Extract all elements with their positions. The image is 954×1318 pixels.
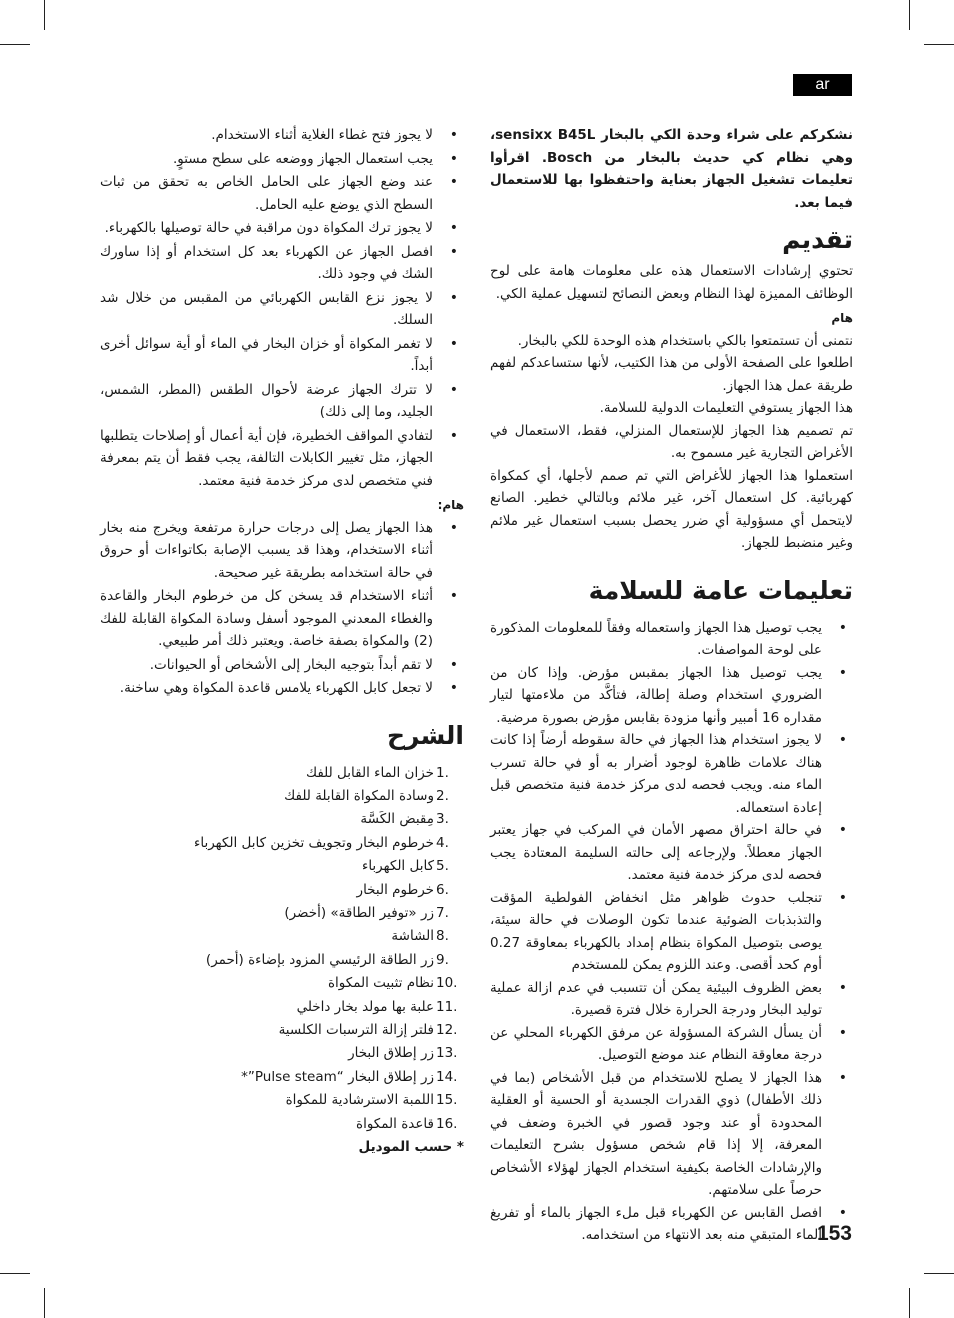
parts-list-item [100,785,464,808]
list-item: • لا يجوز استخدام هذا الجهاز في حالة سقوطه أرضاً إذا كانت هناك علامات ظاهرة لوجود أضرار به أو في حالة تسرب الماء منه. ويجب فحصه لدى مركز خدمة فنية متخصص قبل إعادة استعماله. [490,729,853,819]
list-item: • لا يجوز ترك المكواة دون مراقبة في حالة توصيلها بالكهرباء. [100,217,464,240]
item-label: زر إطلاق البخار [348,1045,434,1062]
left-column [100,124,464,1159]
intro-paragraph-5: استعملوا هذا الجهاز للأغراض التي تم صمم لأجلها، أي كمكواة كهربائية. كل استعمال آخر، غير ملائم وبالتالي خطير. الصانع لايتحمل أي مسؤولية أي ضرر يحصل بسبب استعمال غير ملائم وغير منضبط للجهاز. [490,467,853,551]
item-label: زر الطاقة الرئيسي المزود بإضاءة (أحمر) [205,951,434,968]
crop-mark [0,1273,30,1274]
parts-list-item [100,902,464,925]
important-note-label: هام: [437,498,464,512]
list-item: • يجب توصيل هذا الجهاز بمقبس مؤرض. وإذا كان من الضروري استخدام وصلة إطالة، فتأكَّد من ملاءمتها لتيار مقداره 16 أمبير وأنها مزودة بقابس مؤرض بصورة مرضية. [490,662,853,730]
intro-body: تحتوي إرشادات الاستعمال هذه على معلومات هامة على لوح الوظائف المميزة لهذا النظام وبعض النصائح لتسهيل عملية الكي. [490,263,853,302]
item-number: 14. [436,1068,458,1085]
item-number: 7. [436,904,449,921]
item-label: قاعدة المكواة [356,1115,434,1132]
intro-paragraph: نشكركم على شراء وحدة الكي بالبخار sensixx B45L، وهي نظام كي حديث بالبخار من Bosch. اقرأوا تعليمات تشغيل الجهاز بعناية واحتفظوا بها للاستعمال فيما بعد. [490,127,853,211]
item-number: 8. [436,928,449,945]
list-item: • يجب استعمال الجهاز ووضعه على سطح مستوٍ. [100,148,464,171]
item-number: 4. [436,834,449,851]
parts-list-item [100,808,464,831]
item-label: الشاشة [391,928,434,945]
item-number: 3. [436,811,449,828]
parts-list-item [100,762,464,785]
list-item: • لتفادي المواقف الخطيرة، فإن أية أعمال أو إصلاحات يتطلبها الجهاز، مثل تغيير الكابلات التالفة، يجب فقط أن يتم بمعرفة فني متخصص لدى مركز خدمة فنية معتمد. [100,425,464,493]
intro-paragraph-4: تم تصميم هذا الجهاز للإستعمال المنزلي، فقط، الاستعمال في الأغراض التجارية غير مسموح به. [490,422,853,461]
section-title-parts: الشرح [387,720,464,750]
section-title-safety: تعليمات عامة للسلامة [588,575,853,605]
item-number: 10. [436,975,458,992]
crop-mark [44,1288,45,1318]
section-title-intro: تقديم [782,225,853,254]
crop-mark [909,0,910,30]
item-label: زر إطلاق البخار “Pulse steam”* [241,1068,434,1085]
item-number: 9. [436,951,449,968]
parts-list-item [100,1113,464,1136]
item-number: 15. [436,1092,458,1109]
parts-list-item [100,879,464,902]
item-label: خرطوم البخار [356,881,434,898]
list-item: • افصل القابس عن الكهرباء قبل ملء الجهاز بالماء أو تفريغ الماء المتبقي منه بعد الانتهاء من استخدامه. [490,1202,853,1247]
list-item: • افصل الجهاز عن الكهرباء بعد كل استخدام أو إذا ساورك الشك في وجود ذلك. [100,241,464,286]
item-number: 13. [436,1045,458,1062]
item-label: نظام تثبيت المكواة [327,975,434,992]
item-label: اللمبة الاسترشادية للمكواة [285,1092,434,1109]
important-label: هام [831,311,853,325]
parts-list-item [100,972,464,995]
item-number: 11. [436,998,458,1015]
item-label: علبة بها مولد بخار داخلي [296,998,434,1015]
list-item: • لا تغمر المكواة أو خزان البخار في الماء أو أية سوائل أخرى أبداً. [100,333,464,378]
parts-list-item [100,855,464,878]
crop-mark [909,1288,910,1318]
item-label: كابل الكهرباء [361,858,434,875]
list-item: • يجب توصيل هذا الجهاز واستعماله وفقاً للمعلومات المذكورة على لوحة المواصفات. [490,617,853,662]
important-note-list [100,517,464,700]
item-number: 12. [436,1021,458,1038]
list-item: • في حالة احتراق مصهر الأمان في المركب في جهاز يعتبر الجهاز معطلاً. ولإرجاعه إلى حالته السليمة المعتادة يجب فحصه لدى مركز خدمة فنية معتمد. [490,819,853,887]
parts-list-item [100,1066,464,1089]
right-column [490,124,853,1247]
intro-paragraph-3: هذا الجهاز يستوفي التعليمات الدولية للسلامة. [599,400,853,416]
list-item: • لا تجعل كابل الكهرباء يلامس قاعدة المكواة وهي ساخنة. [100,677,464,700]
item-number: 16. [436,1115,458,1132]
item-number: 5. [436,858,449,875]
list-item: • عند وضع الجهاز على الحامل الخاص به تحقق من ثبات السطح الذي يوضع عليه الحامل. [100,171,464,216]
item-label: خرطوم البخار وتجويف تخزين كابل الكهرباء [194,834,434,851]
list-item: • لا تترك الجهاز عرضة لأحوال الطقس (المطر، الشمس، الجليد، وما إلى ذلك) [100,379,464,424]
language-badge: ar [793,74,852,96]
crop-mark [924,44,954,45]
parts-list-item [100,1042,464,1065]
item-number: 2. [436,787,449,804]
page-number: 153 [816,1222,852,1245]
parts-list [100,762,464,1137]
crop-mark [0,44,30,45]
item-label: فلتر إزالة الترسبات الكلسية [278,1021,434,1038]
intro-paragraph-1: نتمنى أن تستمتعوا بالكي باستخدام هذه الوحدة للكي بالبخار. [517,332,853,349]
crop-mark [924,1273,954,1274]
list-item: • أثناء الاستخدام قد يسخن كل من خرطوم البخار والقاعدة والغطاء المعدني الموجود أسفل وسادة المكواة القابلة للفك (2) والمكواة بصفة خاصة. ويعتبر ذلك أمر طبيعي. [100,585,464,653]
item-number: 6. [436,881,449,898]
parts-list-item [100,925,464,948]
list-item: • هذا الجهاز لا يصلح للاستخدام من قبل الأشخاص (بما في ذلك الأطفال) ذوي القدرات الجسدية أو الحسية أو العقلية المحدودة أو عند وجود قصور في الخبرة وضعف في المعرفة، إلا إذا قام شخص مسؤول بشرح التعليمات والإرشادات الخاصة بكيفية استخدام الجهاز لهؤلاء الأشخاص حرصاً على سلامتهم. [490,1067,853,1202]
safety-list-continued [100,124,464,492]
parts-list-item [100,832,464,855]
item-label: وسادة المكواة القابلة للفك [284,787,434,804]
crop-mark [44,0,45,30]
parts-list-item [100,996,464,1019]
list-item: • بعض الظروف البيئية يمكن أن تتسبب في عدم ازالة عملية توليد البخار ودرجة الحرارة خلال فترة قصيرة. [490,977,853,1022]
list-item: • تنجلب حدوث ظواهر مثل انخفاض الفولطية المؤقت والتذبذبات الضوئية عندما تكون الوصلات في حالة سيئة، يوصى بتوصيل المكواة بنظام إمداد بالكهرباء بمعاوقة 0.27 أوم كحد أقصى. وعند اللزوم يمكن للمستخدم [490,887,853,977]
parts-list-item [100,1019,464,1042]
intro-paragraph-2: اطلعوا على الصفحة الأولى من هذا الكتيب، لأنها ستساعدكم لفهم طريقة عمل هذا الجهاز. [490,355,853,394]
list-item: • لا تقم أبداً بتوجيه البخار إلى الأشخاص أو الحيوانات. [100,654,464,677]
parts-list-item [100,949,464,972]
item-label: زر «توفير الطاقة» (أخضر) [284,904,434,921]
list-item: • أن يسأل الشركة المسؤولة عن مرفق الكهرباء المحلي عن درجة معاوقة النظام عند موضع التوصيل. [490,1022,853,1067]
list-item: • هذا الجهاز يصل إلى درجات حرارة مرتفعة ويخرج منه بخار أثناء الاستخدام، وهذا قد يسبب الإصابة بكاتواءات أو حروق في حالة استخدامه بطريقة غير صحيحة. [100,517,464,585]
parts-list-item [100,1089,464,1112]
item-label: مِقبض الكَسَّة [360,811,434,828]
list-item: • لا يجوز فتح غطاء الغلاية أثناء الاستخدام. [100,124,464,147]
item-label: خزان الماء القابل للفك [305,764,434,781]
model-footnote: * حسب الموديل [358,1139,464,1155]
safety-list [490,617,853,1247]
item-number: 1. [436,764,449,781]
list-item: • لا يجوز نزع القابس الكهربائي من المقبس من خلال شد السلك. [100,287,464,332]
